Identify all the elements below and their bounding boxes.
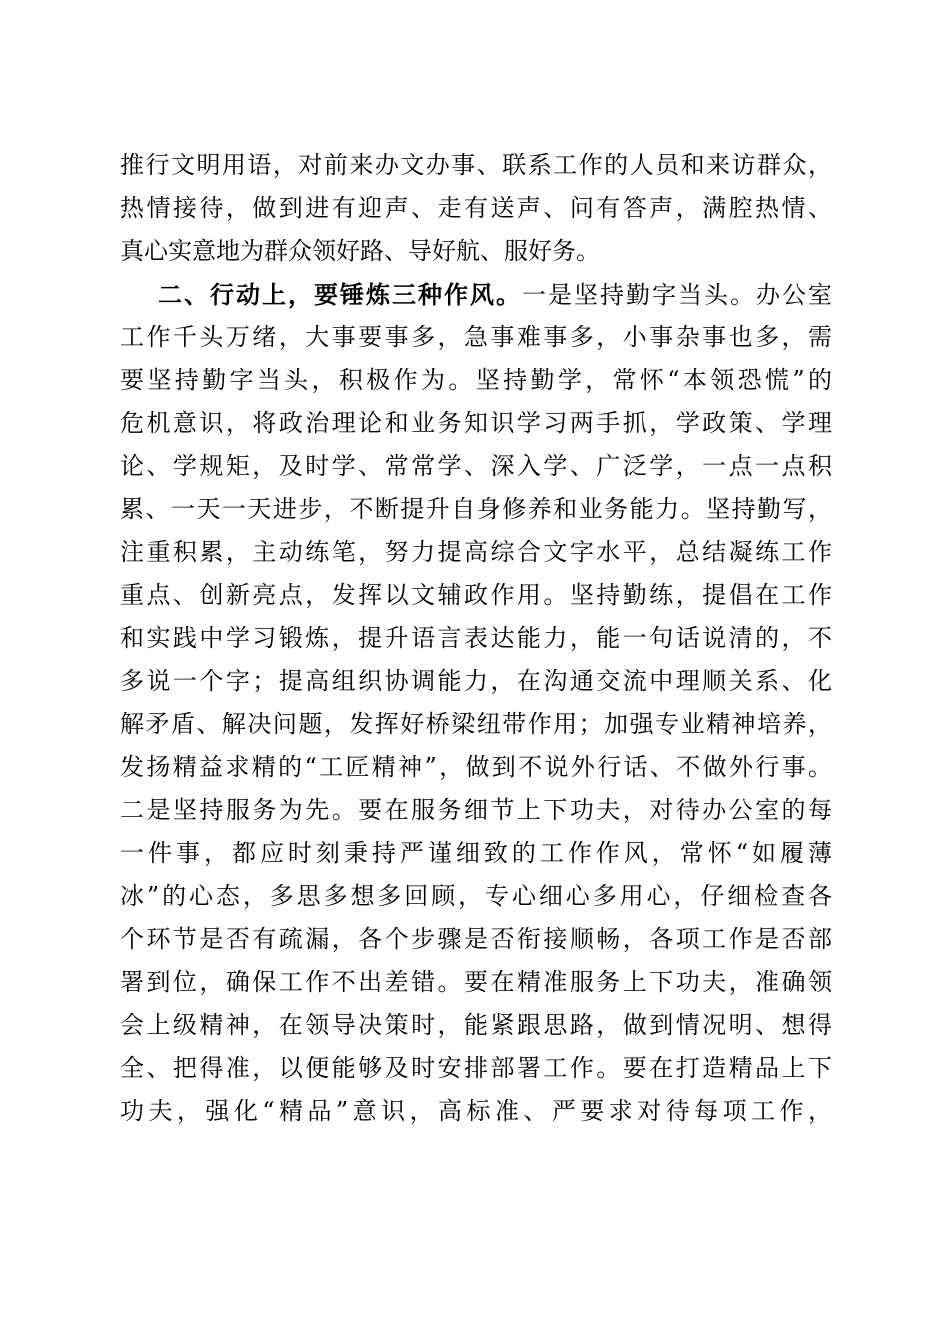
text-line: 工作千头万绪，大事要事多，急事难事多，小事杂事也多，需 <box>120 323 832 351</box>
text-line: 冰”的心态，多思多想多回顾，专心细心多用心，仔细检查各 <box>120 882 832 910</box>
text-span: 一是坚持勤字当头。办公室 <box>522 281 832 309</box>
text-line: 二是坚持服务为先。要在服务细节上下功夫，对待办公室的每 <box>120 796 832 824</box>
text-line: 推行文明用语，对前来办文办事、联系工作的人员和来访群众， <box>120 151 832 179</box>
text-line: 一件事，都应时刻秉持严谨细致的工作作风，常怀“如履薄 <box>120 839 832 867</box>
text-line: 真心实意地为群众领好路、导好航、服好务。 <box>120 237 600 265</box>
text-line: 署到位，确保工作不出差错。要在精准服务上下功夫，准确领 <box>120 968 832 996</box>
text-line: 功夫，强化“精品”意识，高标准、严要求对待每项工作， <box>120 1097 832 1125</box>
text-line: 多说一个字；提高组织协调能力，在沟通交流中理顺关系、化 <box>120 667 832 695</box>
text-line: 重点、创新亮点，发挥以文辅政作用。坚持勤练，提倡在工作 <box>120 581 832 609</box>
text-line: 论、学规矩，及时学、常常学、深入学、广泛学，一点一点积 <box>120 452 832 480</box>
text-line: 解矛盾、解决问题，发挥好桥梁纽带作用；加强专业精神培养， <box>120 710 832 738</box>
text-line: 累、一天一天进步，不断提升自身修养和业务能力。坚持勤写， <box>120 495 832 523</box>
text-line: 会上级精神，在领导决策时，能紧跟思路，做到情况明、想得 <box>120 1011 832 1039</box>
text-line: 危机意识，将政治理论和业务知识学习两手抓，学政策、学理 <box>120 409 832 437</box>
text-line: 要坚持勤字当头，积极作为。坚持勤学，常怀“本领恐慌”的 <box>120 366 832 394</box>
text-line-first <box>120 273 832 316</box>
text-line: 注重积累，主动练笔，努力提高综合文字水平，总结凝练工作 <box>120 538 832 566</box>
section-heading: 二、行动上，要锤炼三种作风。 <box>158 280 522 309</box>
paragraph-2 <box>120 273 832 1133</box>
text-line: 全、把得准，以便能够及时安排部署工作。要在打造精品上下 <box>120 1054 832 1082</box>
text-line: 个环节是否有疏漏，各个步骤是否衔接顺畅，各项工作是否部 <box>120 925 832 953</box>
text-line: 和实践中学习锻炼，提升语言表达能力，能一句话说清的，不 <box>120 624 832 652</box>
paragraph-1 <box>120 144 832 273</box>
document-body <box>120 144 832 1133</box>
text-line: 热情接待，做到进有迎声、走有送声、问有答声，满腔热情、 <box>120 194 832 222</box>
text-line: 发扬精益求精的“工匠精神”，做到不说外行话、不做外行事。 <box>120 753 832 781</box>
